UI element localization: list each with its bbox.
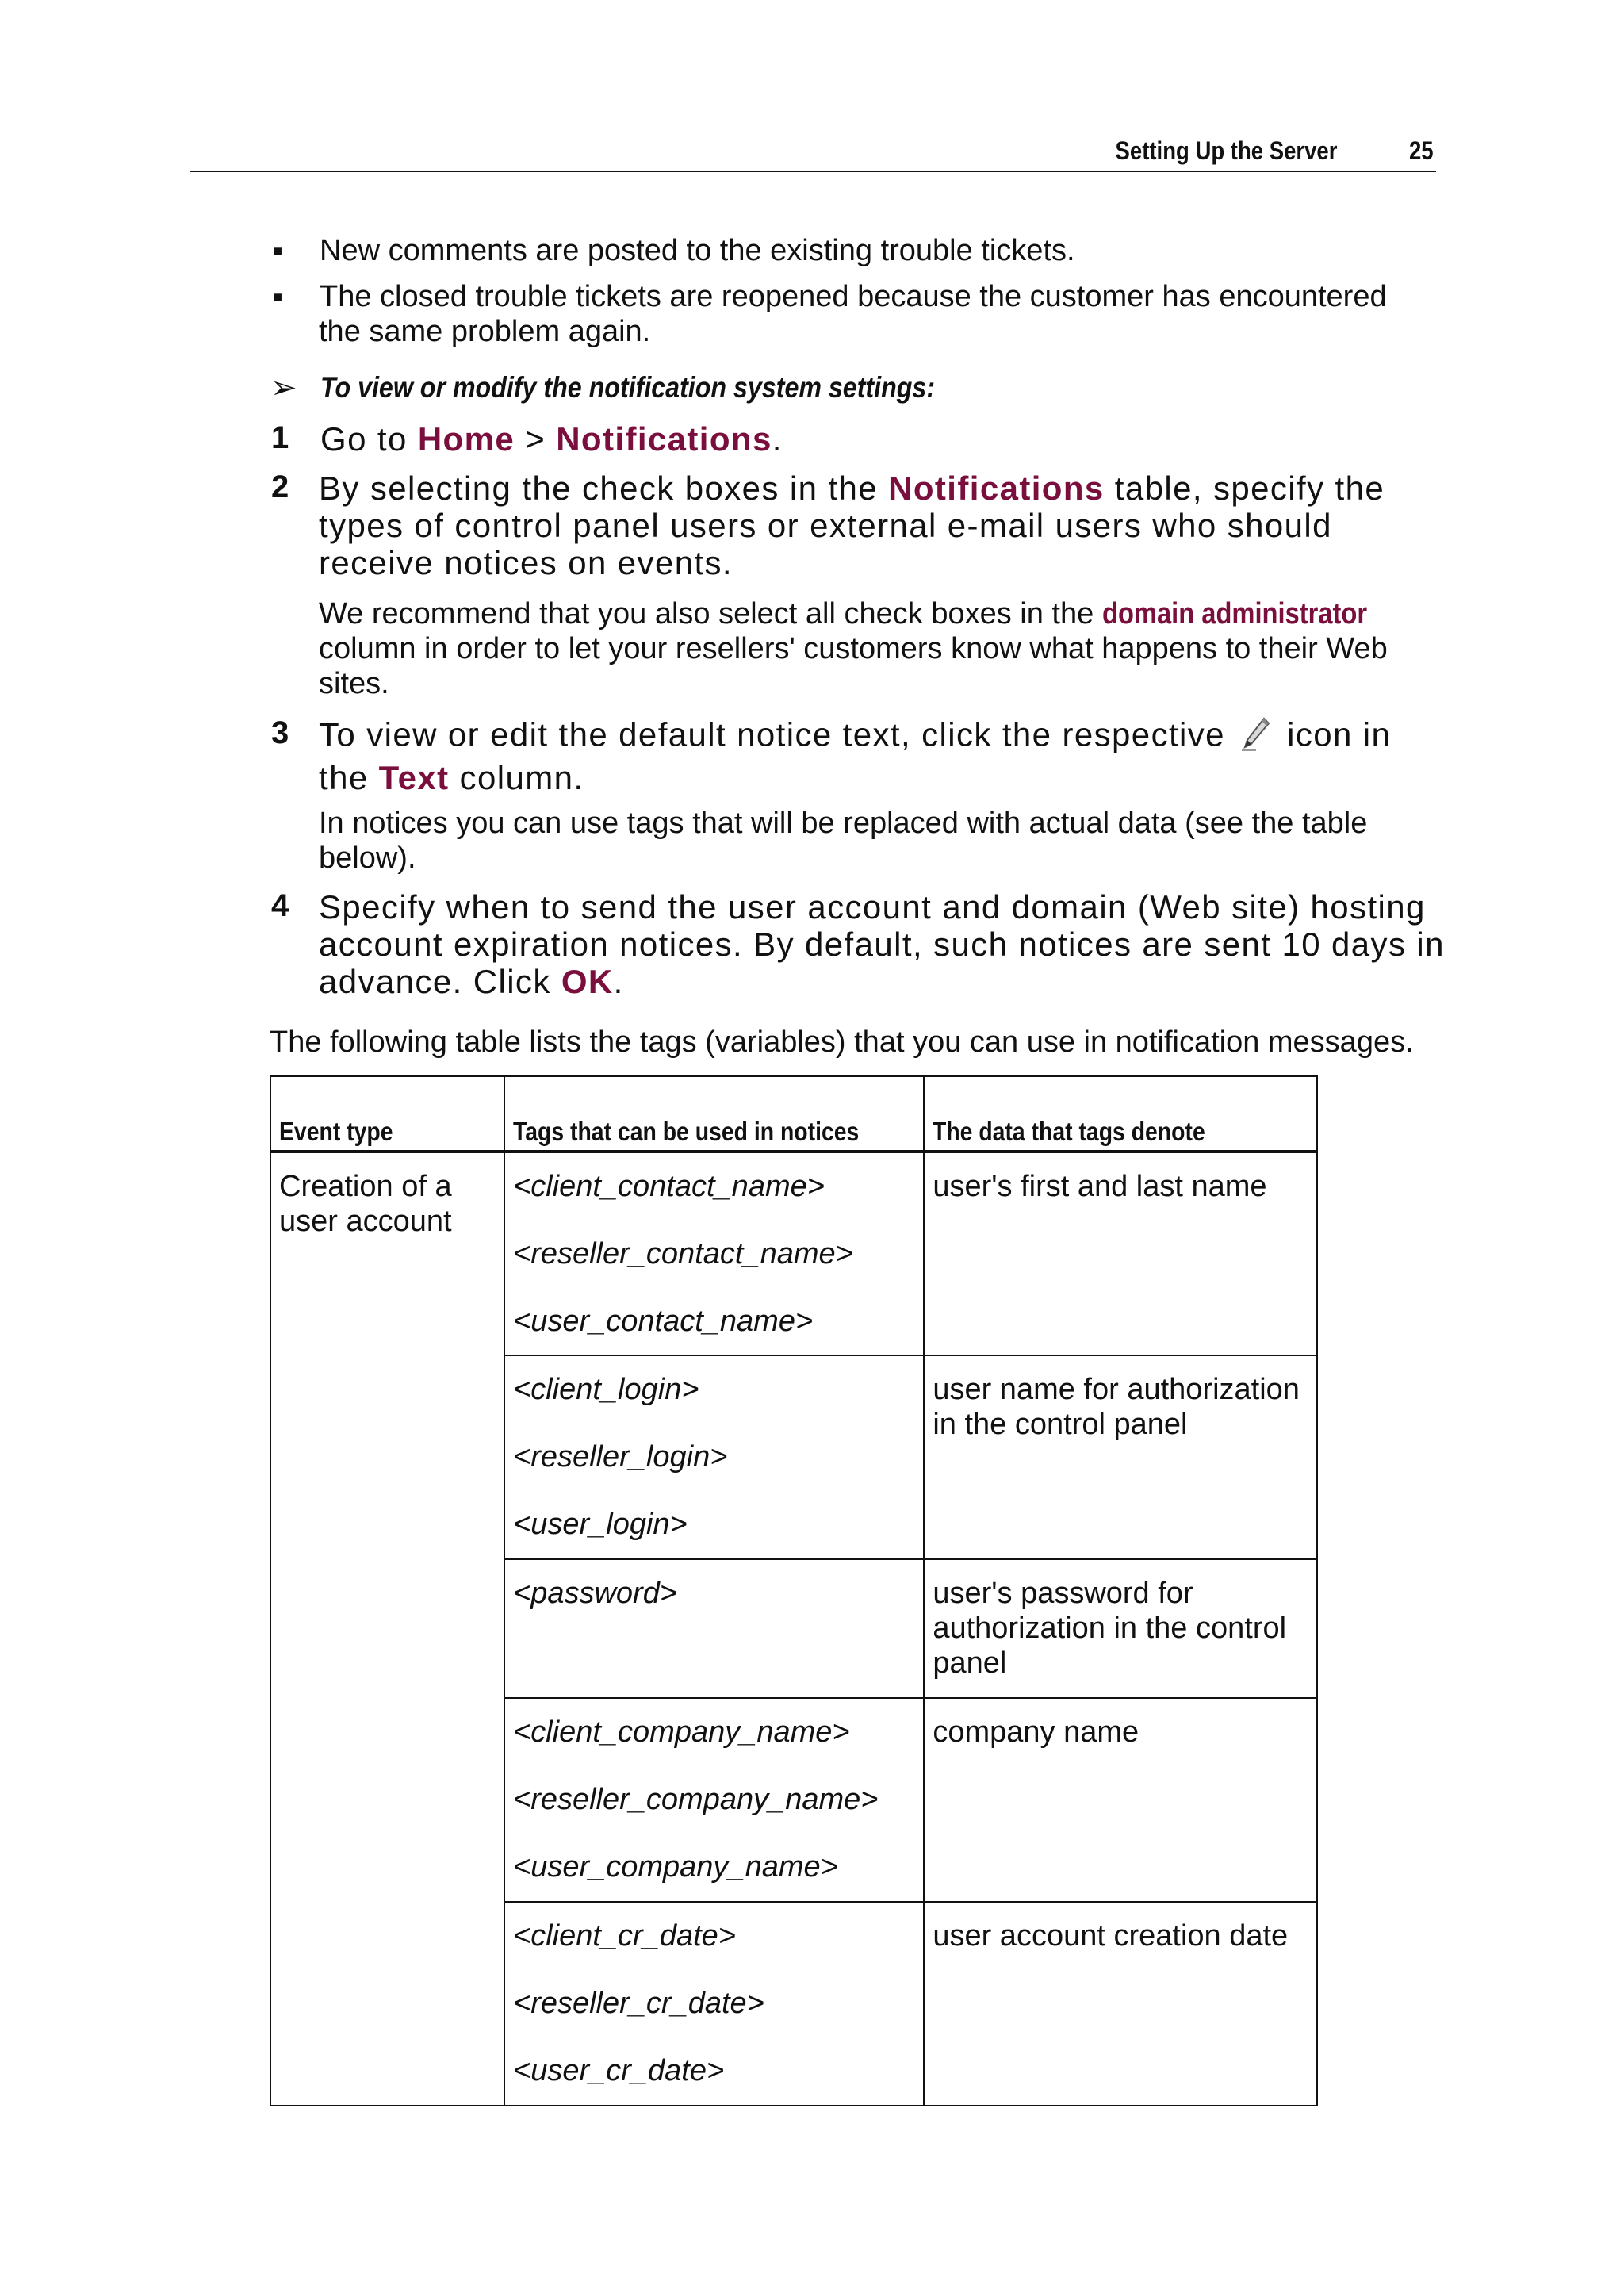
tag-description-cell: user's first and last name: [924, 1152, 1317, 1355]
tag-item: <client_login>: [513, 1373, 699, 1406]
tag-item: <user_contact_name>: [513, 1305, 814, 1338]
tag-item: <reseller_contact_name>: [513, 1237, 853, 1271]
running-header-title: Setting Up the Server: [1115, 136, 1337, 165]
tag-description-cell: company name: [924, 1698, 1317, 1902]
step-number: 1: [271, 420, 289, 455]
ok-button-ref: OK: [561, 963, 614, 1000]
tag-description-cell: user's password for authorization in the control panel: [924, 1559, 1317, 1698]
tag-item: <user_cr_date>: [513, 2054, 725, 2087]
tag-description-cell: user name for authorization in the control panel: [924, 1355, 1317, 1559]
table-intro: The following table lists the tags (variables) that you can use in notification messages.: [270, 1025, 1414, 1059]
tag-item: <reseller_login>: [513, 1440, 728, 1474]
step-number: 2: [271, 470, 289, 504]
tags-cell: [504, 1152, 924, 1355]
tags-cell: [504, 1559, 924, 1698]
procedure-title: To view or modify the notification system settings:: [320, 371, 936, 404]
tag-item: <user_login>: [513, 1508, 688, 1541]
text-column-ref: Text: [378, 759, 450, 796]
table-header-data: The data that tags denote: [924, 1076, 1317, 1152]
step-3-text: To view or edit the default notice text, click the respective icon in the Text column.: [319, 715, 1392, 796]
step-3-note: In notices you can use tags that will be replaced with actual data (see the table below).: [319, 807, 1368, 875]
tag-item: <client_contact_name>: [513, 1170, 825, 1203]
step-2-note: We recommend that you also select all check boxes in the domain administrator column in order to let your resellers' customers know what happens to their Web sites.: [319, 597, 1388, 700]
notification-tags-table: [270, 1075, 1318, 2106]
table-header-tags: Tags that can be used in notices: [504, 1076, 924, 1152]
notifications-table-ref: Notifications: [888, 470, 1105, 507]
step-number: 3: [271, 715, 289, 750]
header-divider: [190, 171, 1436, 172]
tag-item: <reseller_cr_date>: [513, 1987, 764, 2020]
notifications-link[interactable]: Notifications: [556, 420, 772, 458]
step-2-text: By selecting the check boxes in the Notifications table, specify the types of control panel users or external e-mail users who should receive notices on events.: [319, 470, 1385, 581]
bullet-item: New comments are posted to the existing trouble tickets.: [320, 234, 1075, 267]
step-number: 4: [271, 888, 289, 923]
tag-description-cell: user account creation date: [924, 1902, 1317, 2106]
pencil-edit-icon[interactable]: [1240, 715, 1272, 759]
procedure-arrow-icon: ➢: [270, 370, 297, 405]
home-link[interactable]: Home: [417, 420, 515, 458]
page-number: 25: [1409, 136, 1434, 165]
tags-cell: [504, 1902, 924, 2106]
table-header-event-type: Event type: [270, 1076, 504, 1152]
tag-item: <client_cr_date>: [513, 1919, 736, 1953]
step-1-text: Go to Home > Notifications.: [320, 420, 783, 458]
step-4-text: Specify when to send the user account and domain (Web site) hosting account expiration notices. By default, such notices are sent 10 days in advance. Click OK.: [319, 888, 1445, 1000]
domain-administrator-ref: domain administrator: [1101, 597, 1367, 631]
bullet-item: The closed trouble tickets are reopened because the customer has encountered the same problem again.: [319, 280, 1387, 348]
tag-item: <password>: [513, 1577, 678, 1610]
bullet-marker: ■: [273, 243, 283, 260]
bullet-marker: ■: [273, 289, 283, 306]
tag-item: <user_company_name>: [513, 1850, 838, 1884]
event-type-cell: Creation of a user account: [270, 1152, 504, 2106]
tag-item: <client_company_name>: [513, 1715, 850, 1749]
tags-cell: [504, 1355, 924, 1559]
tags-cell: [504, 1698, 924, 1902]
tag-item: <reseller_company_name>: [513, 1783, 879, 1816]
